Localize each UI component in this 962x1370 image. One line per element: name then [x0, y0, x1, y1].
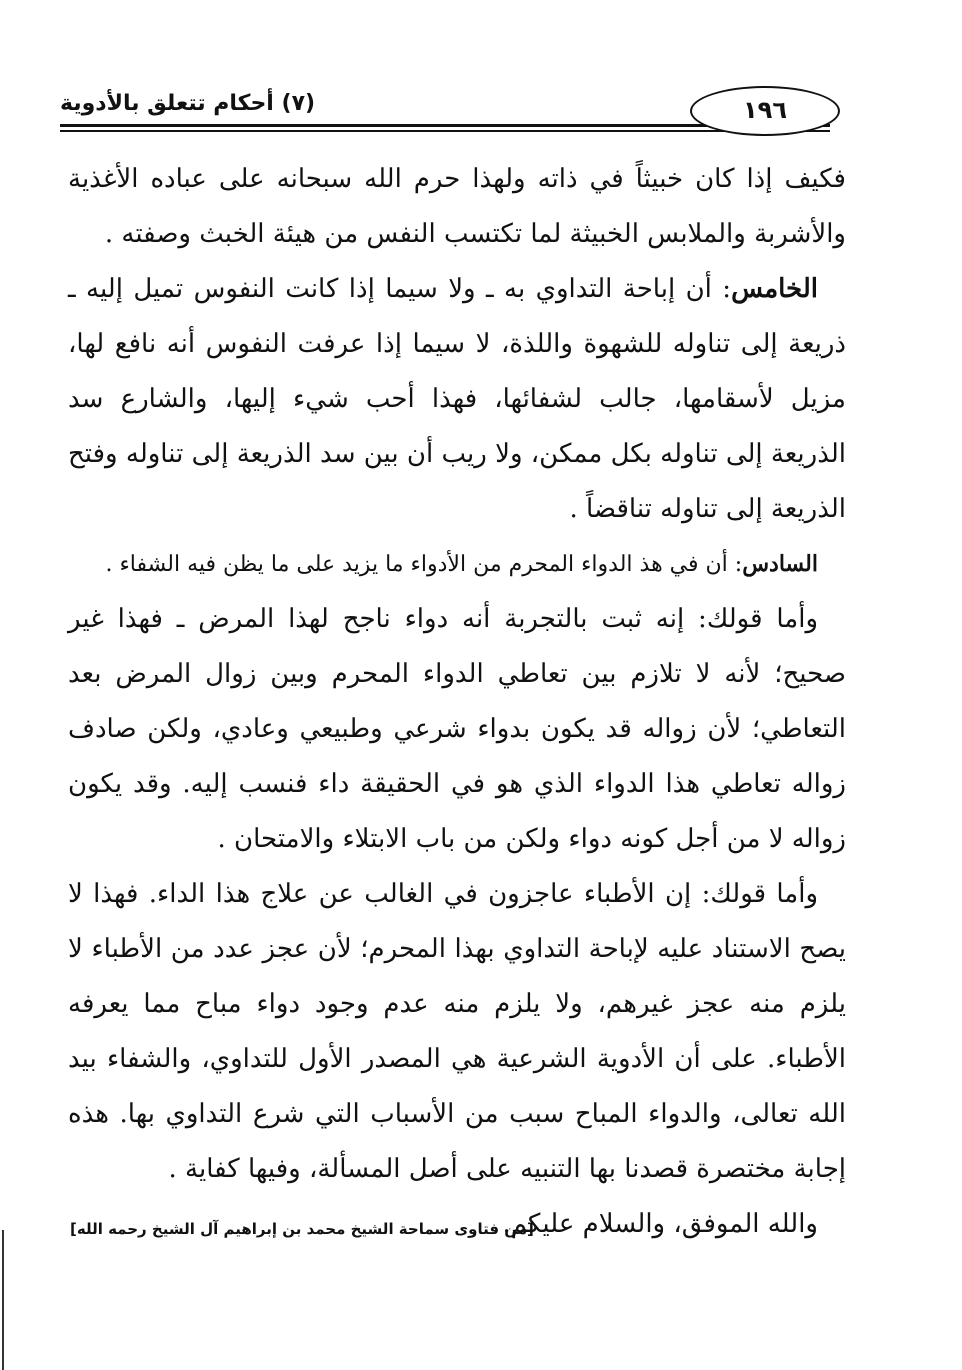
paragraph-text: والله الموفق، والسلام عليكم. [502, 1209, 818, 1239]
running-title [60, 86, 580, 122]
running-title-text: (٧) أحكام تتعلق بالأدوية [60, 91, 316, 116]
paragraph [68, 152, 846, 262]
paragraph-text: وأما قولك: إنه ثبت بالتجربة أنه دواء ناجح لهذا المرض ـ فهذا غير صحيح؛ لأنه لا تلازم بين تعاطي الدواء المحرم وبين زوال المرض بعد التعاطي؛ لأن زواله قد يكون بدواء شرعي وطبيعي وعادي، ولكن صادف زواله تعاطي هذا الدواء الذي هو في الحقيقة داء فنسب إليه. وقد يكون زواله لا من أجل كونه دواء ولكن من باب الابتلاء والامتحان . [68, 604, 846, 854]
source-citation-text: [من فتاوى سماحة الشيخ محمد بن إبراهيم آل الشيخ رحمه الله] [70, 1220, 534, 1238]
paragraph-lead: السادس [742, 551, 818, 577]
paragraph [68, 592, 846, 867]
paragraph [68, 262, 846, 537]
scan-edge-line [2, 1230, 4, 1370]
paragraph-text: : أن إباحة التداوي به ـ ولا سيما إذا كانت النفوس تميل إليه ـ ذريعة إلى تناوله للشهوة واللذة، لا سيما إذا عرفت النفوس أنه نافع لها، مزيل لأسقامها، جالب لشفائها، فهذا أحب شيء إليها، والشارع سد الذريعة إلى تناوله بكل ممكن، ولا ريب أن بين سد الذريعة إلى تناوله وفتح الذريعة إلى تناوله تناقضاً . [68, 274, 846, 524]
page-number: ١٩٦ [690, 86, 840, 136]
paragraph-text: وأما قولك: إن الأطباء عاجزون في الغالب عن علاج هذا الداء. فهذا لا يصح الاستناد عليه لإباحة التداوي بهذا المحرم؛ لأن عجز عدد من الأطباء لا يلزم منه عجز غيرهم، ولا يلزم منه عدم وجود دواء مباح مما يعرفه الأطباء. على أن الأدوية الشرعية هي المصدر الأول للتداوي، والشفاء بيد الله تعالى، والدواء المباح سبب من الأسباب التي شرع التداوي بها. هذه إجابة مختصرة قصدنا بها التنبيه على أصل المسألة، وفيها كفاية . [68, 879, 846, 1184]
paragraph-text: فكيف إذا كان خبيثاً في ذاته ولهذا حرم الله سبحانه على عباده الأغذية والأشربة والملابس الخبيثة لما تكتسب النفس من هيئة الخبث وصفته . [68, 164, 846, 249]
body-text [68, 152, 846, 1252]
source-citation [70, 1216, 670, 1242]
paragraph [68, 867, 846, 1197]
page-header [60, 84, 840, 136]
header-rule-thin [60, 130, 830, 132]
paragraph [68, 537, 846, 592]
paragraph-text: : أن في هذ الدواء المحرم من الأدواء ما يزيد على ما يظن فيه الشفاء . [105, 552, 743, 577]
paragraph-lead: الخامس [731, 274, 818, 304]
